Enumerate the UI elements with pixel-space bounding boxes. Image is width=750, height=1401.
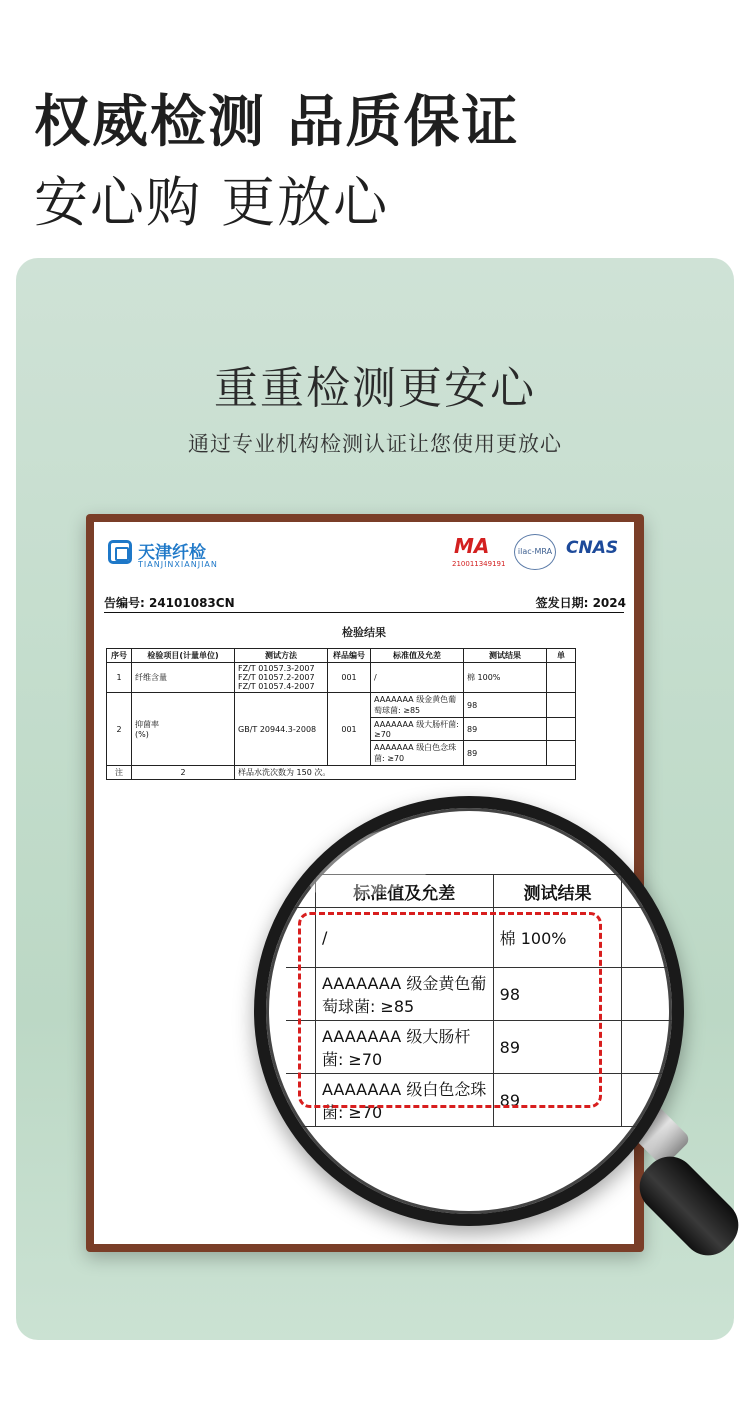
standard-value: AAAAAAA 级白色念珠菌: ≥70 (315, 1074, 493, 1127)
test-result: 89 (493, 1021, 622, 1074)
test-item: 抑菌率 (%) (132, 693, 235, 766)
row-edge (622, 968, 672, 1021)
report-number: 告编号: 24101083CN (104, 596, 235, 610)
test-result: 98 (493, 968, 622, 1021)
unit-cell (547, 663, 576, 693)
test-item: 纤维含量 (132, 663, 235, 693)
results-title: 检验结果 (342, 626, 386, 639)
standard-value: AAAAAAA 级金黄色葡萄球菌: ≥85 (371, 693, 464, 718)
cma-mark: MA (454, 534, 490, 558)
column-header: 序号 (107, 649, 132, 663)
headline-primary: 权威检测 品质保证 (34, 90, 520, 155)
standard-value: AAAAAAA 级大肠杆菌: ≥70 (315, 1021, 493, 1074)
standard-value: AAAAAAA 级金黄色葡萄球菌: ≥85 (315, 968, 493, 1021)
note-number: 2 (132, 766, 235, 780)
standard-value: AAAAAAA 级白色念珠菌: ≥70 (371, 741, 464, 766)
header-rule (104, 612, 624, 613)
column-header: 样品编号 (328, 649, 371, 663)
unit-cell (547, 693, 576, 718)
row-number: 2 (107, 693, 132, 766)
results-table (106, 648, 576, 780)
table-row (107, 663, 576, 693)
unit-cell (547, 718, 576, 741)
column-header-standard: 标准值及允差 (315, 875, 493, 908)
table-row (107, 766, 576, 780)
test-method: FZ/T 01057.3-2007 FZ/T 01057.2-2007 FZ/T 01057.4-2007 (235, 663, 328, 693)
unit-cell (547, 741, 576, 766)
test-result: 棉 100% (493, 908, 622, 968)
org-logo-icon (108, 540, 132, 564)
sample-number: 001 (328, 663, 371, 693)
note-label: 注 (107, 766, 132, 780)
standard-value: / (315, 908, 493, 968)
row-edge (622, 908, 672, 968)
panel-subtitle: 通过专业机构检测认证让您使用更放心 (188, 432, 562, 456)
standard-value: AAAAAAA 级大肠杆菌: ≥70 (371, 718, 464, 741)
cnas-mark: CNAS (566, 538, 619, 558)
magnifier-lens (254, 796, 684, 1226)
test-result: 89 (493, 1074, 622, 1127)
test-result: 98 (464, 693, 547, 718)
row-number: 1 (107, 663, 132, 693)
highlight-dashed-box (298, 912, 602, 1108)
table-row (107, 693, 576, 718)
note-text: 样品水洗次数为 150 次。 (235, 766, 576, 780)
row-edge (622, 1021, 672, 1074)
cma-number: 210011349191 (452, 560, 506, 568)
column-header: 测试方法 (235, 649, 328, 663)
column-header: 单 (547, 649, 576, 663)
headline-secondary: 安心购 更放心 (34, 171, 390, 234)
row-edge (622, 875, 672, 908)
org-name-en: TIANJINXIANJIAN (138, 560, 218, 569)
column-header: 检验项目(计量单位) (132, 649, 235, 663)
column-header: 测试结果 (464, 649, 547, 663)
standard-value: / (371, 663, 464, 693)
test-result: 89 (464, 718, 547, 741)
test-result: 89 (464, 741, 547, 766)
column-header-result: 测试结果 (493, 875, 622, 908)
ilac-mark: ilac-MRA (514, 534, 556, 570)
issue-date: 签发日期: 2024 (535, 596, 626, 610)
sample-number: 001 (328, 693, 371, 766)
column-header: 标准值及允差 (371, 649, 464, 663)
panel-title: 重重检测更安心 (214, 363, 536, 414)
row-edge (622, 1074, 672, 1127)
test-result: 棉 100% (464, 663, 547, 693)
test-method: GB/T 20944.3-2008 (235, 693, 328, 766)
org-name: 天津纤检 (138, 543, 206, 563)
